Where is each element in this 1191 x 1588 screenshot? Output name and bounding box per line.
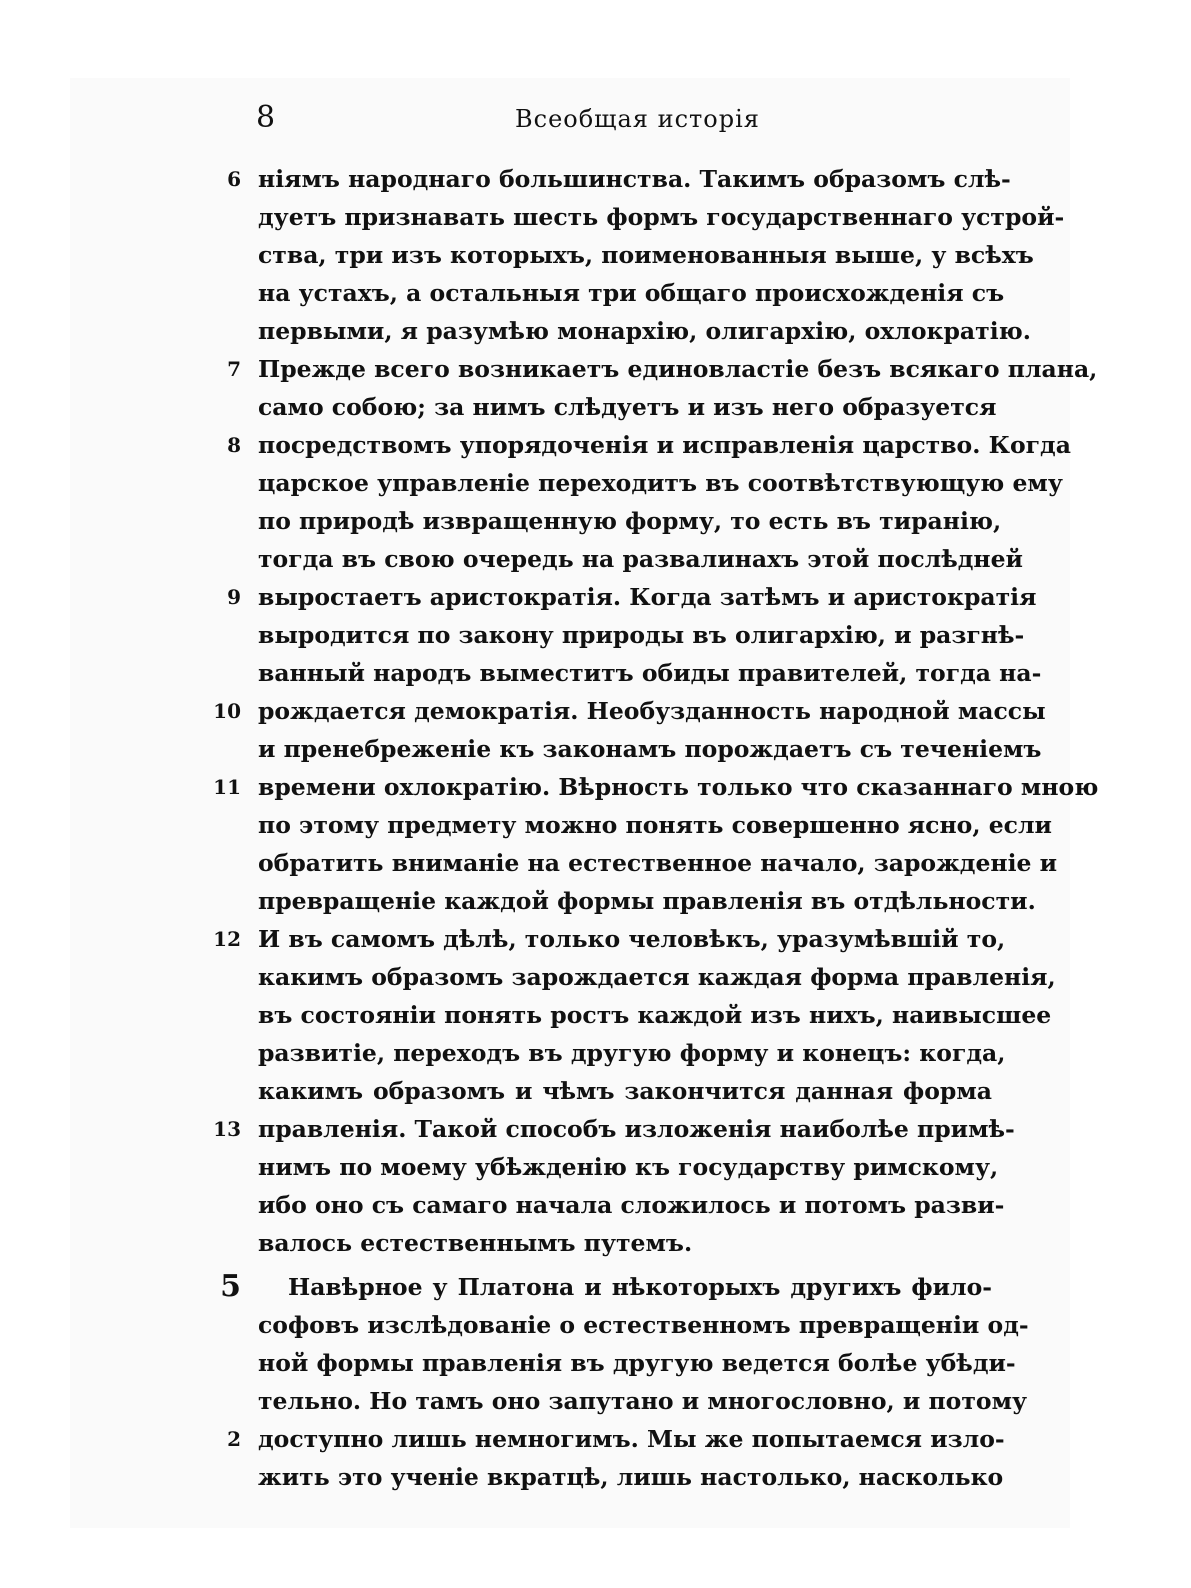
line-marker: 2 bbox=[227, 1427, 241, 1451]
line-text: дуетъ признавать шесть формъ государственнаго устрой- bbox=[258, 203, 1065, 231]
text-line bbox=[0, 426, 1191, 464]
text-line bbox=[0, 616, 1191, 654]
line-text: какимъ образомъ зарождается каждая форма правленія, bbox=[258, 963, 1056, 991]
page-number: 8 bbox=[256, 100, 276, 135]
text-line bbox=[0, 692, 1191, 730]
section-marker: 5 bbox=[220, 1269, 241, 1304]
text-line bbox=[0, 160, 1191, 198]
line-text: какимъ образомъ и чѣмъ закончится данная форма bbox=[258, 1077, 992, 1105]
line-text: нимъ по моему убѣжденію къ государству римскому, bbox=[258, 1153, 999, 1181]
line-text: тогда въ свою очередь на развалинахъ этой послѣдней bbox=[258, 545, 1023, 573]
text-line bbox=[0, 540, 1191, 578]
line-text: первыми, я разумѣю монархію, олигархію, охлократію. bbox=[258, 317, 1031, 345]
line-text: доступно лишь немногимъ. Мы же попытаемся изло- bbox=[258, 1425, 1005, 1453]
line-text: и пренебреженіе къ законамъ порождаетъ съ теченіемъ bbox=[258, 735, 1042, 763]
text-line bbox=[0, 1110, 1191, 1148]
line-text: ства, три изъ которыхъ, поименованныя выше, у всѣхъ bbox=[258, 241, 1034, 269]
text-line bbox=[0, 768, 1191, 806]
text-line bbox=[0, 1420, 1191, 1458]
line-marker: 7 bbox=[227, 357, 241, 381]
text-line bbox=[0, 1268, 1191, 1306]
line-text: выростаетъ аристократія. Когда затѣмъ и аристократія bbox=[258, 583, 1037, 611]
line-text: ванный народъ выместитъ обиды правителей, тогда на- bbox=[258, 659, 1042, 687]
line-marker: 10 bbox=[213, 699, 241, 723]
line-text: въ состояніи понять ростъ каждой изъ нихъ, наивысшее bbox=[258, 1001, 1052, 1029]
body-text bbox=[0, 160, 1191, 1496]
line-text: правленія. Такой способъ изложенія наиболѣе примѣ- bbox=[258, 1115, 1015, 1143]
line-text: И въ самомъ дѣлѣ, только человѣкъ, уразумѣвшій то, bbox=[258, 925, 1006, 953]
line-text: само собою; за нимъ слѣдуетъ и изъ него образуется bbox=[258, 393, 997, 421]
line-text: времени охлократію. Вѣрность только что сказаннаго мною bbox=[258, 773, 1099, 801]
text-line bbox=[0, 388, 1191, 426]
text-line bbox=[0, 1458, 1191, 1496]
text-line bbox=[0, 1382, 1191, 1420]
line-text: по этому предмету можно понять совершенно ясно, если bbox=[258, 811, 1052, 839]
running-title: Всеобщая исторія bbox=[515, 105, 760, 133]
line-text: софовъ изслѣдованіе о естественномъ превращеніи од- bbox=[258, 1311, 1029, 1339]
line-text: тельно. Но тамъ оно запутано и многословно, и потому bbox=[258, 1387, 1028, 1415]
text-line bbox=[0, 1224, 1191, 1262]
line-marker: 12 bbox=[213, 927, 241, 951]
text-line bbox=[0, 1148, 1191, 1186]
line-text: посредствомъ упорядоченія и исправленія царство. Когда bbox=[258, 431, 1071, 459]
text-line bbox=[0, 730, 1191, 768]
line-text: ной формы правленія въ другую ведется болѣе убѣди- bbox=[258, 1349, 1016, 1377]
text-line bbox=[0, 198, 1191, 236]
line-text: по природѣ извращенную форму, то есть въ тиранію, bbox=[258, 507, 1002, 535]
line-marker: 13 bbox=[213, 1117, 241, 1141]
line-text: рождается демократія. Необузданность народной массы bbox=[258, 697, 1046, 725]
text-line bbox=[0, 464, 1191, 502]
text-line bbox=[0, 920, 1191, 958]
line-marker: 9 bbox=[227, 585, 241, 609]
page-header bbox=[0, 98, 1191, 138]
line-marker: 11 bbox=[213, 775, 241, 799]
line-text: развитіе, переходъ въ другую форму и конецъ: когда, bbox=[258, 1039, 1006, 1067]
text-line bbox=[0, 1034, 1191, 1072]
line-text: превращеніе каждой формы правленія въ отдѣльности. bbox=[258, 887, 1036, 915]
text-line bbox=[0, 882, 1191, 920]
text-line bbox=[0, 806, 1191, 844]
line-text: царское управленіе переходитъ въ соотвѣтствующую ему bbox=[258, 469, 1063, 497]
text-line bbox=[0, 236, 1191, 274]
text-line bbox=[0, 844, 1191, 882]
text-line bbox=[0, 350, 1191, 388]
line-text: обратить вниманіе на естественное начало, зарожденіе и bbox=[258, 849, 1058, 877]
text-line bbox=[0, 1072, 1191, 1110]
line-text: выродится по закону природы въ олигархію, и разгнѣ- bbox=[258, 621, 1025, 649]
line-text: на устахъ, а остальныя три общаго происхожденія съ bbox=[258, 279, 1005, 307]
line-text: Прежде всего возникаетъ единовластіе безъ всякаго плана, bbox=[258, 355, 1098, 383]
line-text: ніямъ народнаго большинства. Такимъ образомъ слѣ- bbox=[258, 165, 1011, 193]
line-marker: 6 bbox=[227, 167, 241, 191]
text-line bbox=[0, 654, 1191, 692]
text-line bbox=[0, 312, 1191, 350]
line-text: Навѣрное у Платона и нѣкоторыхъ другихъ фило- bbox=[288, 1273, 992, 1301]
line-text: жить это ученіе вкратцѣ, лишь настолько, насколько bbox=[258, 1463, 1004, 1491]
text-line bbox=[0, 1344, 1191, 1382]
text-line bbox=[0, 1186, 1191, 1224]
text-line bbox=[0, 1306, 1191, 1344]
text-line bbox=[0, 274, 1191, 312]
line-text: валось естественнымъ путемъ. bbox=[258, 1229, 693, 1257]
line-marker: 8 bbox=[227, 433, 241, 457]
line-text: ибо оно съ самаго начала сложилось и потомъ разви- bbox=[258, 1191, 1005, 1219]
text-line bbox=[0, 578, 1191, 616]
text-line bbox=[0, 502, 1191, 540]
text-line bbox=[0, 958, 1191, 996]
text-line bbox=[0, 996, 1191, 1034]
